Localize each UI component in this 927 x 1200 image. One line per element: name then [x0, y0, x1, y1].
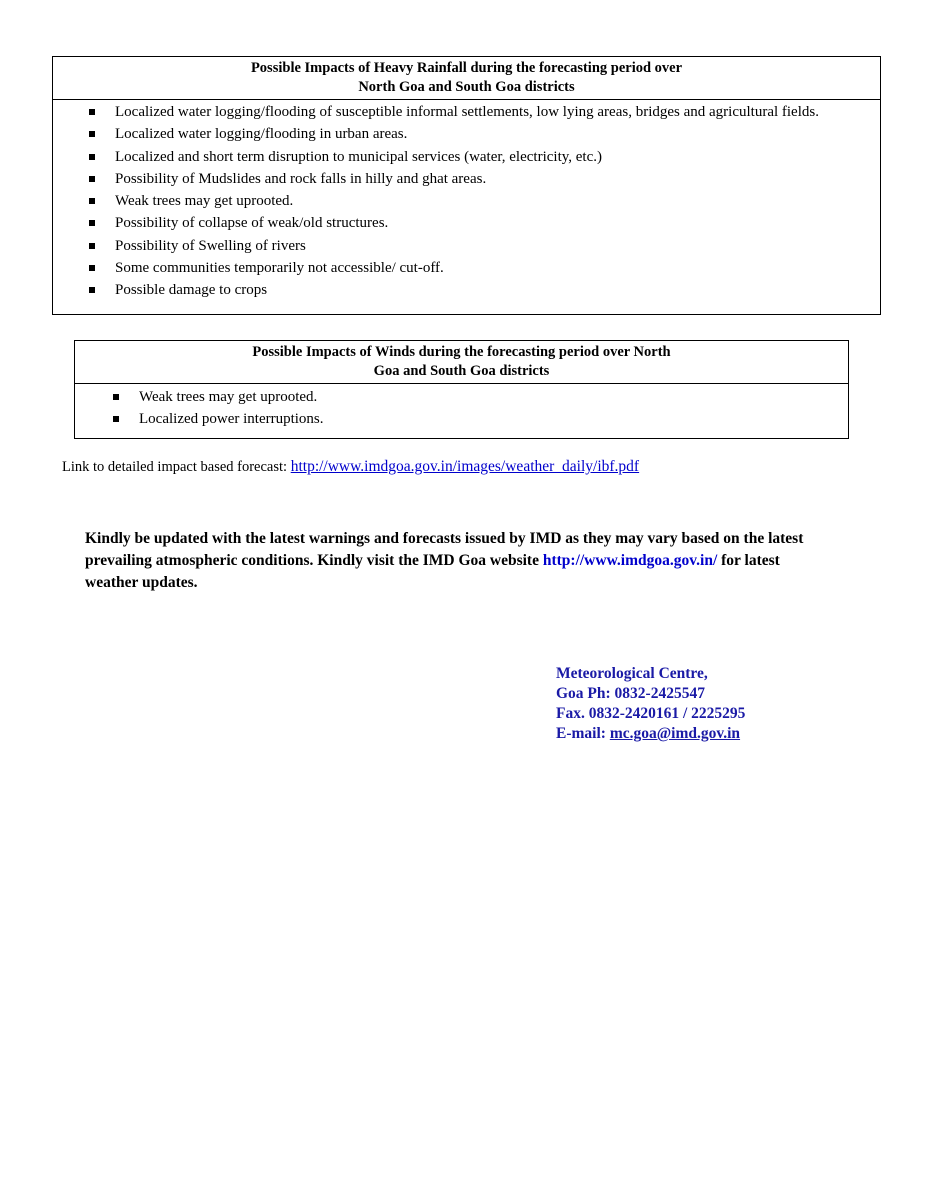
- forecast-pdf-link[interactable]: http://www.imdgoa.gov.in/images/weather_daily/ibf.pdf: [290, 458, 640, 475]
- list-item-text: Weak trees may get uprooted.: [115, 193, 294, 210]
- list-item: [115, 103, 860, 122]
- list-item-text: Weak trees may get uprooted.: [139, 389, 318, 405]
- list-item-text: Possible damage to crops: [115, 282, 268, 299]
- contact-email-label: E-mail:: [556, 725, 610, 742]
- list-item: [115, 281, 860, 300]
- list-item: [115, 192, 860, 211]
- list-item-text: Some communities temporarily not accessible/ cut-off.: [115, 260, 444, 277]
- square-bullet-icon: [113, 394, 119, 400]
- notice-text-before: Kindly be updated with the latest warnings and forecasts issued by IMD as they may vary based on the latest prevailing atmospheric conditions. Kindly visit the IMD Goa website: [85, 530, 804, 569]
- contact-email-link[interactable]: mc.goa@imd.gov.in: [609, 725, 741, 742]
- square-bullet-icon: [89, 109, 95, 115]
- square-bullet-icon: [89, 131, 95, 137]
- contact-block: [556, 664, 745, 744]
- contact-email-line: [556, 724, 745, 744]
- list-item-text: Possibility of Mudslides and rock falls in hilly and ghat areas.: [115, 170, 487, 187]
- list-item: [115, 170, 860, 189]
- list-item: [115, 125, 860, 144]
- update-notice: [85, 528, 805, 594]
- rainfall-impacts-list: [53, 100, 880, 300]
- list-item: [139, 388, 828, 407]
- square-bullet-icon: [89, 220, 95, 226]
- list-item: [139, 410, 828, 429]
- rainfall-impacts-box: [52, 56, 881, 315]
- square-bullet-icon: [89, 287, 95, 293]
- list-item-text: Localized power interruptions.: [139, 411, 324, 428]
- contact-centre-name: Meteorological Centre,: [556, 665, 708, 682]
- square-bullet-icon: [89, 198, 95, 204]
- square-bullet-icon: [113, 416, 119, 422]
- contact-fax: Fax. 0832-2420161 / 2225295: [556, 705, 746, 722]
- wind-impacts-heading: Possible Impacts of Winds during the forecasting period over North Goa and South Goa districts: [75, 341, 848, 384]
- square-bullet-icon: [89, 176, 95, 182]
- wind-impacts-list: [75, 384, 848, 429]
- list-item-text: Localized water logging/flooding of susceptible informal settlements, low lying areas, bridges and agricultural fields.: [115, 104, 819, 120]
- forecast-link-label: Link to detailed impact based forecast:: [62, 459, 291, 475]
- square-bullet-icon: [89, 243, 95, 249]
- list-item: [115, 214, 860, 233]
- list-item: [115, 237, 860, 256]
- forecast-link-line: [62, 457, 639, 477]
- square-bullet-icon: [89, 154, 95, 160]
- contact-phone: Goa Ph: 0832-2425547: [556, 685, 705, 702]
- list-item-text: Localized and short term disruption to municipal services (water, electricity, etc.): [115, 148, 602, 165]
- wind-impacts-box: [74, 340, 849, 439]
- list-item: [115, 148, 860, 167]
- list-item-text: Possibility of Swelling of rivers: [115, 237, 306, 254]
- list-item-text: Possibility of collapse of weak/old structures.: [115, 215, 389, 232]
- imd-website-link[interactable]: http://www.imdgoa.gov.in/: [542, 552, 718, 569]
- rainfall-impacts-heading: Possible Impacts of Heavy Rainfall during the forecasting period over North Goa and South Goa districts: [53, 57, 880, 100]
- list-item: [115, 259, 860, 278]
- notice-text-after: for latest weather updates.: [85, 552, 780, 591]
- list-item-text: Localized water logging/flooding in urban areas.: [115, 126, 408, 143]
- square-bullet-icon: [89, 265, 95, 271]
